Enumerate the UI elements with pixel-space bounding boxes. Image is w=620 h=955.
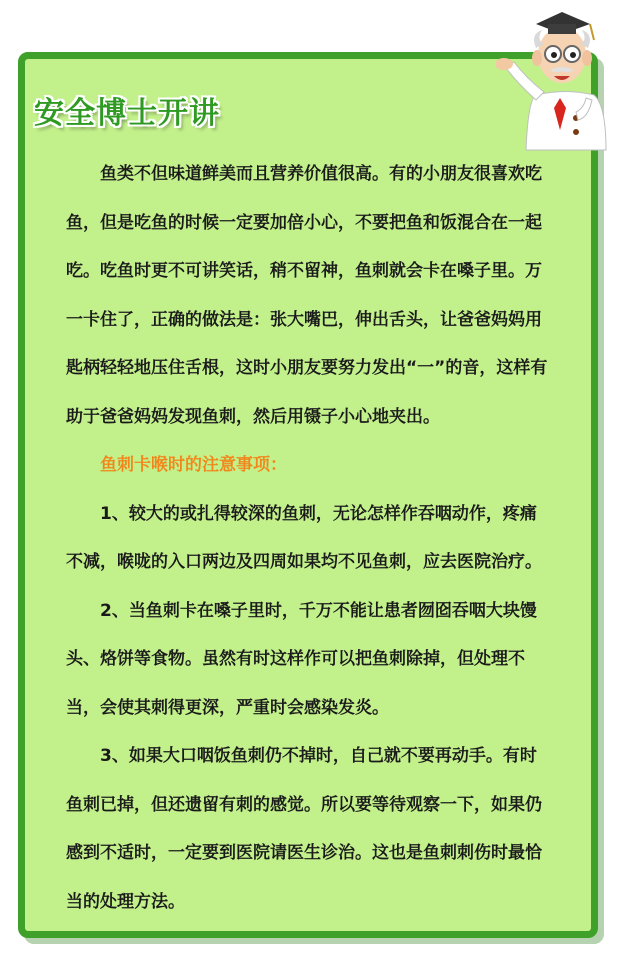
section-subhead: 鱼刺卡喉时的注意事项： (100, 455, 287, 475)
list-item: 1、较大的或扎得较深的鱼刺，无论怎样作吞咽动作，疼痛不减，喉咙的入口两边及四周如果均不见鱼刺，应去医院治疗。 (66, 503, 542, 572)
intro-paragraph: 鱼类不但味道鲜美而且营养价值很高。有的小朋友很喜欢吃鱼，但是吃鱼的时候一定要加倍小心，不要把鱼和饭混合在一起吃。吃鱼时更不可讲笑话，稍不留神，鱼刺就会卡在嗓子里。万一卡住了，正确的做法是：张大嘴巴，伸出舌头，让爸爸妈妈用匙柄轻轻地压住舌根，这时小朋友要努力发出“一”的音，这样有助于爸爸妈妈发现鱼刺，然后用镊子小心地夹出。 (66, 164, 548, 427)
article-body (66, 150, 552, 926)
list-item: 2、当鱼刺卡在嗓子里时，千万不能让患者囫囵吞咽大块馒头、烙饼等食物。虽然有时这样作可以把鱼刺除掉，但处理不当，会使其刺得更深，严重时会感染发炎。 (66, 600, 537, 718)
page-title: 安全博士开讲 (34, 96, 220, 131)
safety-doctor-mascot-icon (496, 0, 620, 160)
list-item: 3、如果大口咽饭鱼刺仍不掉时，自己就不要再动手。有时鱼刺已掉，但还遗留有刺的感觉。所以要等待观察一下，如果仍感到不适时，一定要到医院请医生诊治。这也是鱼刺刺伤时最恰当的处理方法。 (66, 746, 542, 912)
